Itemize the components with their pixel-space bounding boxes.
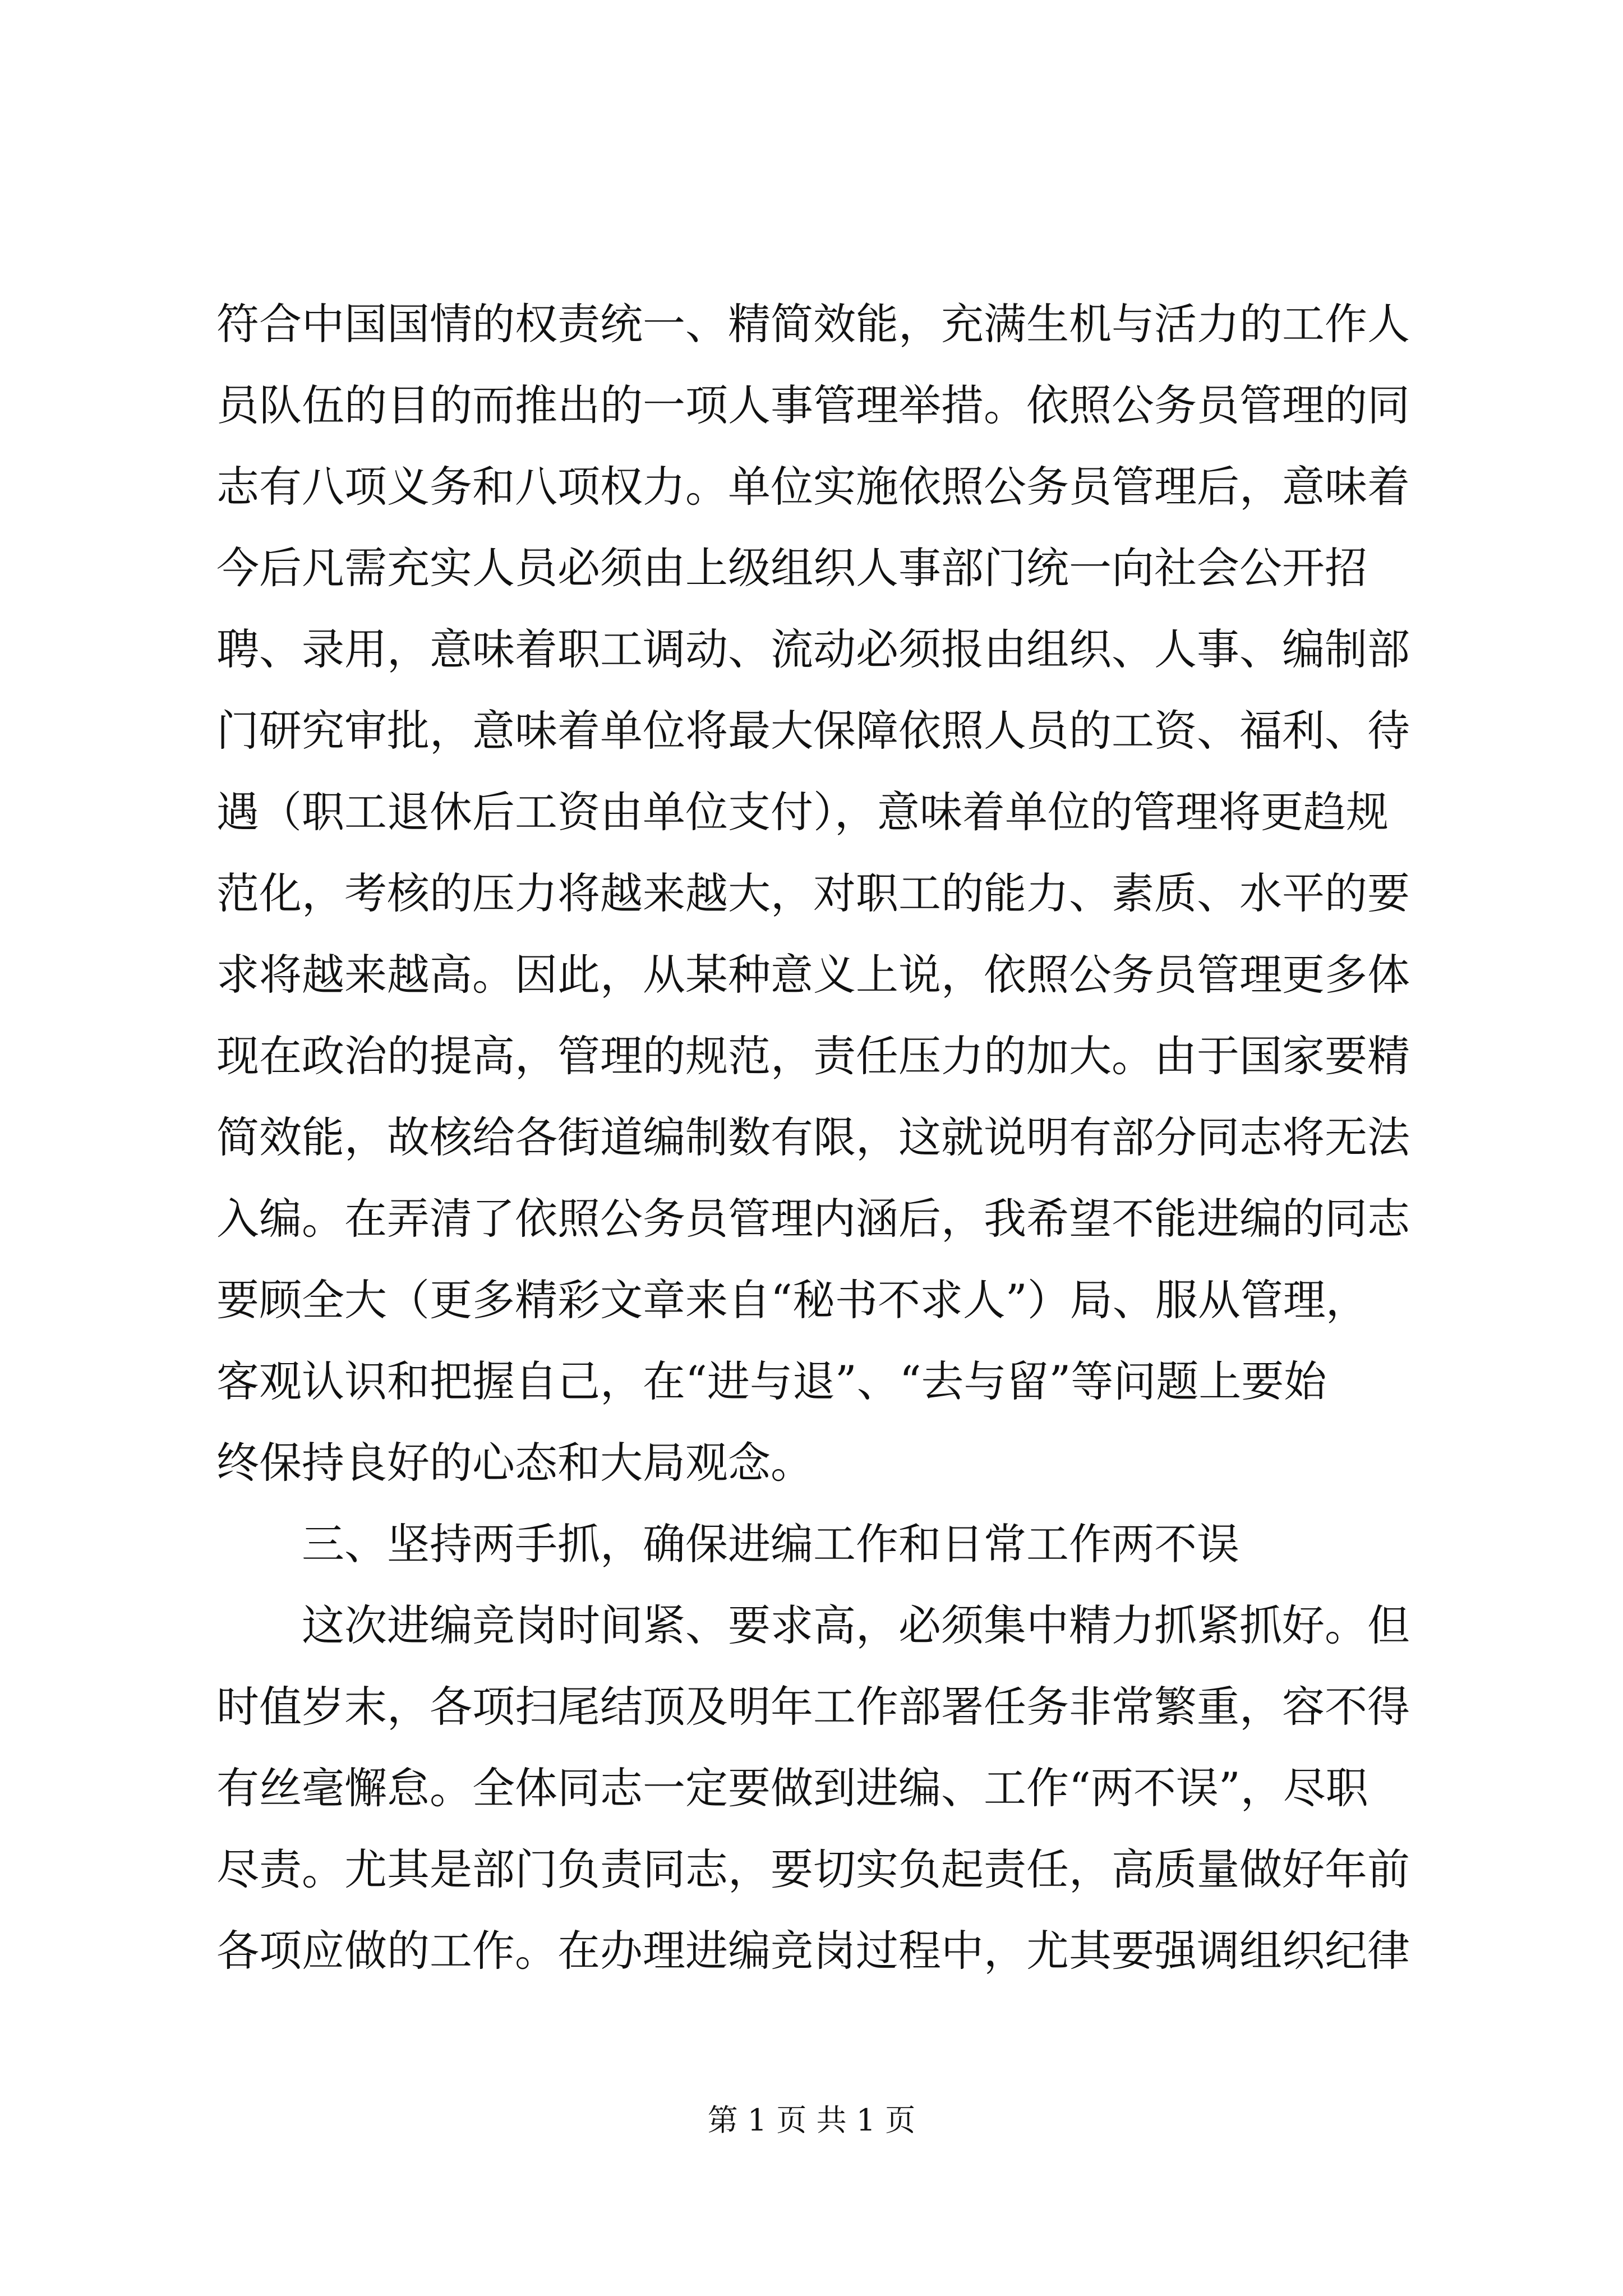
body-line: 有丝毫懈怠。全体同志一定要做到进编、工作“两不误”，尽职 [216,1763,1368,1813]
body-line: 尽责。尤其是部门负责同志，要切实负起责任，高质量做好年前 [216,1844,1410,1894]
section-heading: 三、坚持两手抓，确保进编工作和日常工作两不误 [302,1519,1239,1569]
body-line: 终保持良好的心态和大局观念。 [216,1438,813,1488]
body-line: 志有八项义务和八项权力。单位实施依照公务员管理后，意味着 [216,462,1410,512]
body-line: 符合中国国情的权责统一、精简效能，充满生机与活力的工作人 [216,299,1410,349]
body-line: 简效能，故核给各街道编制数有限，这就说明有部分同志将无法 [216,1112,1410,1162]
body-line: 要顾全大（更多精彩文章来自“秘书不求人”）局、服从管理， [216,1275,1368,1325]
body-line: 聘、录用，意味着职工调动、流动必须报由组织、人事、编制部 [216,624,1410,674]
body-line: 时值岁末，各项扫尾结顶及明年工作部署任务非常繁重，容不得 [216,1682,1410,1732]
body-line: 遇（职工退休后工资由单位支付），意味着单位的管理将更趋规 [216,787,1389,837]
body-line: 员队伍的目的而推出的一项人事管理举措。依照公务员管理的同 [216,380,1410,430]
page-number-footer: 第 1 页 共 1 页 [707,2102,916,2138]
body-line: 求将越来越高。因此，从某种意义上说，依照公务员管理更多体 [216,950,1410,1000]
body-line: 范化，考核的压力将越来越大，对职工的能力、素质、水平的要 [216,868,1410,918]
body-line: 入编。在弄清了依照公务员管理内涵后，我希望不能进编的同志 [216,1194,1410,1244]
body-line: 今后凡需充实人员必须由上级组织人事部门统一向社会公开招 [216,543,1367,593]
body-line: 客观认识和把握自己，在“进与退”、“去与留”等问题上要始 [216,1356,1327,1406]
body-line: 现在政治的提高，管理的规范，责任压力的加大。由于国家要精 [216,1031,1410,1081]
body-line: 这次进编竞岗时间紧、要求高，必须集中精力抓紧抓好。但 [302,1600,1410,1650]
body-line: 各项应做的工作。在办理进编竞岗过程中，尤其要强调组织纪律 [216,1926,1410,1976]
body-line: 门研究审批，意味着单位将最大保障依照人员的工资、福利、待 [216,706,1410,756]
document-body [216,283,1422,1991]
